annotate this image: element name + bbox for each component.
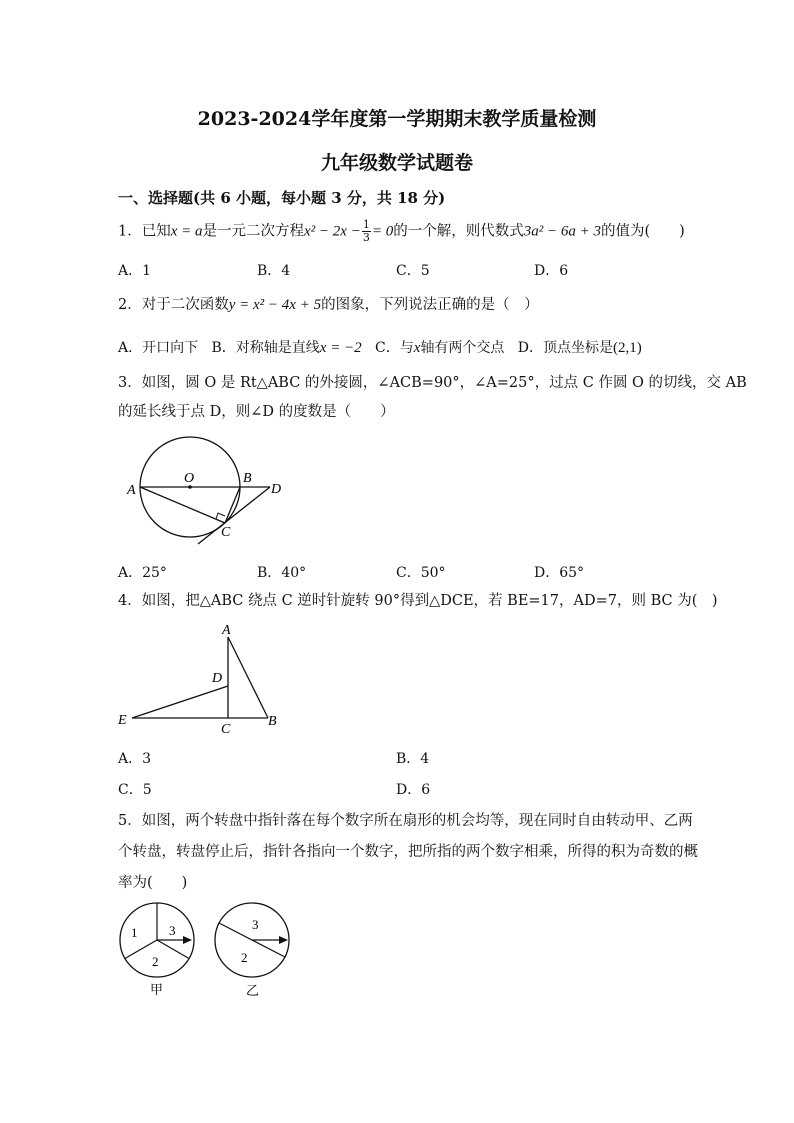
q2-option-a[interactable]: A．开口向下 (118, 340, 199, 356)
page-subtitle: 九年级数学试题卷 (320, 152, 473, 174)
q3-line-1: 3．如图，圆 O 是 Rt△ABC 的外接圆，∠ACB=90°，∠A=25°，过点 C 作圆 O 的切线，交 AB (118, 375, 747, 391)
q2-suffix: 的图象，下列说法正确的是（ ） (321, 297, 539, 313)
q4-option-b[interactable]: B．4 (396, 751, 430, 767)
spinner-jia-arrow-icon (183, 936, 192, 944)
q1-prefix: 1．已知 (118, 223, 171, 240)
spinner-yi (215, 903, 289, 998)
q1-option-c[interactable]: C．5 (396, 263, 430, 279)
q4-label-e: E (118, 713, 127, 728)
q4-line-ed (132, 686, 228, 718)
q3-option-a[interactable]: A．25° (118, 565, 167, 581)
section-heading: 一、选择题(共 6 小题，每小题 3 分，共 18 分) (118, 189, 446, 207)
q1-mid: 是一元二次方程 (202, 223, 305, 240)
question-1 (118, 219, 685, 244)
q4-option-c[interactable]: C．5 (118, 782, 152, 798)
q1-fraction (362, 219, 371, 244)
spinner-yi-num-3: 3 (252, 917, 259, 932)
q2-option-d-text: D．顶点坐标是 (517, 340, 614, 356)
spinner-jia (120, 903, 194, 997)
spinner-yi-arrow-icon (279, 936, 288, 944)
spinner-jia-label: 甲 (150, 982, 164, 997)
q1-equation-right: = 0 (371, 223, 394, 240)
q2-option-c[interactable] (375, 340, 504, 356)
q5-line-3: 率为( ) (118, 875, 188, 891)
q4-label-a: A (222, 623, 231, 638)
q1-equation-left: x² − 2x − (304, 223, 361, 240)
q3-option-b[interactable]: B．40° (257, 565, 307, 581)
q1-option-b[interactable]: B．4 (257, 263, 291, 279)
q3-option-c[interactable]: C．50° (396, 565, 446, 581)
q2-options (118, 337, 642, 357)
q1-suffix: 的值为( ) (600, 223, 685, 240)
q3-line-bc (225, 487, 240, 523)
q1-condition: x = a (170, 223, 203, 240)
q3-label-b: B (243, 471, 252, 486)
q3-label-o: O (184, 471, 195, 486)
q2-option-d-math: (2,1) (613, 340, 642, 356)
q2-option-c-math: x (413, 340, 421, 356)
q4-figure (118, 618, 288, 738)
q3-line-ac (140, 487, 225, 523)
q2-option-d[interactable] (518, 340, 642, 356)
spinner-jia-num-3: 3 (169, 923, 176, 938)
q1-expression: 3a² − 6a + 3 (523, 223, 601, 240)
q2-option-b-math: x = −2 (319, 340, 362, 356)
q2-function: y = x² − 4x + 5 (228, 297, 322, 313)
q4-label-c: C (221, 722, 231, 737)
q1-option-a[interactable]: A．1 (118, 263, 152, 279)
q3-label-c: C (221, 525, 231, 540)
q3-label-a: A (127, 483, 136, 498)
q3-label-d: D (271, 482, 282, 497)
q3-option-d[interactable]: D．65° (534, 565, 585, 581)
q1-option-d[interactable]: D．6 (534, 263, 569, 279)
q1-fraction-num: 1 (362, 218, 370, 231)
spinner-jia-num-1: 1 (131, 925, 138, 940)
q2-option-c-post: 轴有两个交点 (420, 340, 505, 356)
q4-option-d[interactable]: D．6 (396, 782, 431, 798)
q5-spinners-figure (115, 897, 300, 1000)
spinner-yi-label: 乙 (246, 983, 260, 998)
q2-option-b-text: B．对称轴是直线 (211, 340, 320, 356)
q4-label-b: B (268, 714, 277, 729)
q5-line-1: 5．如图，两个转盘中指针落在每个数字所在扇形的机会均等，现在同时自由转动甲、乙两 (118, 813, 693, 829)
q2-prefix: 2．对于二次函数 (118, 297, 229, 313)
q3-right-angle-mark (216, 513, 225, 519)
question-2 (118, 294, 539, 316)
q1-fraction-den: 3 (362, 231, 370, 244)
q3-line-2: 的延长线于点 D，则∠D 的度数是（ ） (118, 404, 395, 420)
spinner-jia-num-2: 2 (152, 954, 159, 969)
spinner-yi-num-2: 2 (241, 950, 248, 965)
q4-label-d: D (212, 671, 223, 686)
q2-option-b[interactable] (211, 340, 361, 356)
q2-option-c-pre: C．与 (375, 340, 414, 356)
q4-line-ab (228, 637, 268, 718)
q4-option-a[interactable]: A．3 (118, 751, 152, 767)
q4-line-1: 4．如图，把△ABC 绕点 C 逆时针旋转 90°得到△DCE，若 BE=17，AD=7，则 BC 为( ) (118, 593, 718, 609)
q1-mid2: 的一个解，则代数式 (393, 223, 524, 240)
q3-figure (118, 430, 298, 550)
q5-line-2: 个转盘，转盘停止后，指针各指向一个数字，把所指的两个数字相乘，所得的积为奇数的概 (118, 844, 698, 860)
page-title: 2023-2024学年度第一学期期末教学质量检测 (197, 108, 597, 130)
